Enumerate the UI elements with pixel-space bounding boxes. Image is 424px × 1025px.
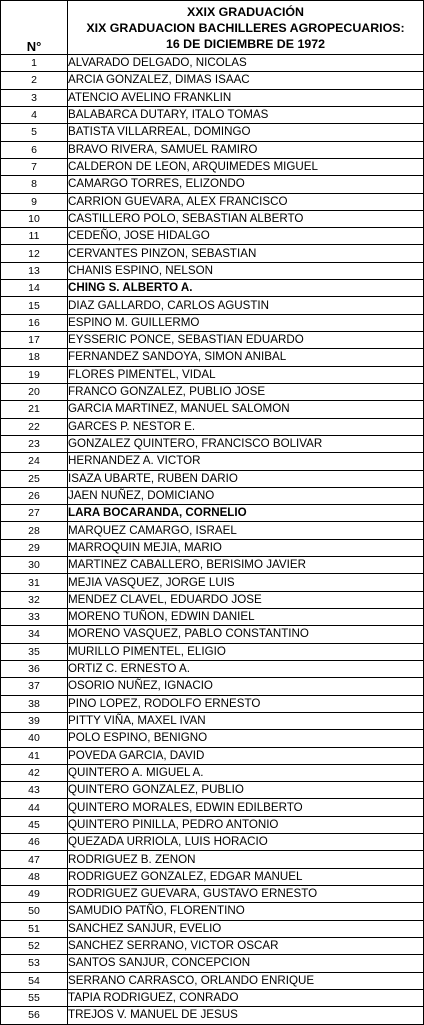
graduate-name: SANTOS SANJUR, CONCEPCION — [68, 955, 424, 972]
graduate-name: MENDEZ CLAVEL, EDUARDO JOSE — [68, 591, 424, 608]
graduate-name: DIAZ GALLARDO, CARLOS AGUSTIN — [68, 297, 424, 314]
graduate-name: LARA BOCARANDA, CORNELIO — [68, 505, 424, 522]
table-row — [1, 280, 424, 297]
table-row — [1, 245, 424, 262]
row-number: 43 — [1, 782, 68, 799]
graduate-name: BRAVO RIVERA, SAMUEL RAMIRO — [68, 141, 424, 158]
table-row — [1, 349, 424, 366]
graduate-name: CHANIS ESPINO, NELSON — [68, 262, 424, 279]
table-row — [1, 72, 424, 89]
row-number: 39 — [1, 712, 68, 729]
graduate-name: MARTINEZ CABALLERO, BERISIMO JAVIER — [68, 557, 424, 574]
row-number: 11 — [1, 228, 68, 245]
table-row — [1, 505, 424, 522]
graduate-name: HERNANDEZ A. VICTOR — [68, 453, 424, 470]
row-number: 7 — [1, 158, 68, 175]
title-line-2: XIX GRADUACION BACHILLERES AGROPECUARIOS: — [86, 20, 405, 35]
row-number: 2 — [1, 72, 68, 89]
row-number: 8 — [1, 176, 68, 193]
graduate-name: ATENCIO AVELINO FRANKLIN — [68, 89, 424, 106]
table-row — [1, 89, 424, 106]
graduation-title — [68, 1, 424, 55]
row-number: 48 — [1, 868, 68, 885]
row-number: 36 — [1, 660, 68, 677]
row-number: 55 — [1, 989, 68, 1006]
row-number: 37 — [1, 678, 68, 695]
table-row — [1, 591, 424, 608]
graduate-name: MEJIA VASQUEZ, JORGE LUIS — [68, 574, 424, 591]
table-row — [1, 989, 424, 1006]
table-row — [1, 158, 424, 175]
graduate-name: SERRANO CARRASCO, ORLANDO ENRIQUE — [68, 972, 424, 989]
graduate-name: OSORIO NUÑEZ, IGNACIO — [68, 678, 424, 695]
row-number: 14 — [1, 280, 68, 297]
graduate-name: ISAZA UBARTE, RUBEN DARIO — [68, 470, 424, 487]
table-row — [1, 609, 424, 626]
row-number: 51 — [1, 920, 68, 937]
graduate-name: PITTY VIÑA, MAXEL IVAN — [68, 712, 424, 729]
row-number: 40 — [1, 730, 68, 747]
graduate-name: BALABARCA DUTARY, ITALO TOMAS — [68, 106, 424, 123]
row-number: 50 — [1, 903, 68, 920]
graduate-name: GONZALEZ QUINTERO, FRANCISCO BOLIVAR — [68, 435, 424, 452]
graduate-name: SAMUDIO PATÑO, FLORENTINO — [68, 903, 424, 920]
row-number: 17 — [1, 332, 68, 349]
graduate-name: RODRIGUEZ GUEVARA, GUSTAVO ERNESTO — [68, 886, 424, 903]
table-row — [1, 574, 424, 591]
graduate-name: ALVARADO DELGADO, NICOLAS — [68, 55, 424, 72]
row-number: 41 — [1, 747, 68, 764]
graduate-name: RODRIGUEZ GONZALEZ, EDGAR MANUEL — [68, 868, 424, 885]
row-number: 25 — [1, 470, 68, 487]
table-row — [1, 124, 424, 141]
row-number: 16 — [1, 314, 68, 331]
graduate-name: TREJOS V. MANUEL DE JESUS — [68, 1007, 424, 1024]
graduate-name: FLORES PIMENTEL, VIDAL — [68, 366, 424, 383]
table-row — [1, 470, 424, 487]
title-line-1: XXIX GRADUACIÓN — [186, 4, 305, 19]
table-row — [1, 141, 424, 158]
graduate-name: MARQUEZ CAMARGO, ISRAEL — [68, 522, 424, 539]
graduate-name: FRANCO GONZALEZ, PUBLIO JOSE — [68, 383, 424, 400]
graduate-name: MORENO TUÑON, EDWIN DANIEL — [68, 609, 424, 626]
table-row — [1, 1007, 424, 1024]
row-number: 44 — [1, 799, 68, 816]
table-row — [1, 453, 424, 470]
row-number: 12 — [1, 245, 68, 262]
graduate-name: MURILLO PIMENTEL, ELIGIO — [68, 643, 424, 660]
graduate-name: SANCHEZ SERRANO, VICTOR OSCAR — [68, 937, 424, 954]
graduate-name: QUINTERO PINILLA, PEDRO ANTONIO — [68, 816, 424, 833]
graduate-name: TAPIA RODRIGUEZ, CONRADO — [68, 989, 424, 1006]
graduate-name: CARRION GUEVARA, ALEX FRANCISCO — [68, 193, 424, 210]
row-number: 22 — [1, 418, 68, 435]
row-number: 18 — [1, 349, 68, 366]
row-number: 10 — [1, 210, 68, 227]
row-number: 34 — [1, 626, 68, 643]
table-row — [1, 314, 424, 331]
row-number: 35 — [1, 643, 68, 660]
table-row — [1, 695, 424, 712]
graduate-name: MORENO VASQUEZ, PABLO CONSTANTINO — [68, 626, 424, 643]
row-number: 38 — [1, 695, 68, 712]
table-row — [1, 366, 424, 383]
table-header-row — [1, 1, 424, 55]
table-row — [1, 418, 424, 435]
graduate-name: QUINTERO GONZALEZ, PUBLIO — [68, 782, 424, 799]
graduate-name: ORTIZ C. ERNESTO A. — [68, 660, 424, 677]
table-row — [1, 332, 424, 349]
table-row — [1, 557, 424, 574]
table-row — [1, 851, 424, 868]
row-number: 30 — [1, 557, 68, 574]
table-row — [1, 539, 424, 556]
table-row — [1, 799, 424, 816]
table-row — [1, 955, 424, 972]
table-row — [1, 937, 424, 954]
table-row — [1, 55, 424, 72]
graduate-name: CERVANTES PINZON, SEBASTIAN — [68, 245, 424, 262]
table-row — [1, 972, 424, 989]
graduate-name: QUINTERO MORALES, EDWIN EDILBERTO — [68, 799, 424, 816]
graduate-name: BATISTA VILLARREAL, DOMINGO — [68, 124, 424, 141]
table-row — [1, 903, 424, 920]
row-number: 23 — [1, 435, 68, 452]
graduate-name: PINO LOPEZ, RODOLFO ERNESTO — [68, 695, 424, 712]
graduate-name: EYSSERIC PONCE, SEBASTIAN EDUARDO — [68, 332, 424, 349]
table-row — [1, 678, 424, 695]
table-row — [1, 643, 424, 660]
graduate-name: GARCIA MARTINEZ, MANUEL SALOMON — [68, 401, 424, 418]
table-row — [1, 210, 424, 227]
row-number: 24 — [1, 453, 68, 470]
row-number: 15 — [1, 297, 68, 314]
row-number: 49 — [1, 886, 68, 903]
graduate-name: CALDERON DE LEON, ARQUIMEDES MIGUEL — [68, 158, 424, 175]
row-number: 42 — [1, 764, 68, 781]
table-row — [1, 660, 424, 677]
table-row — [1, 712, 424, 729]
table-row — [1, 626, 424, 643]
row-number: 54 — [1, 972, 68, 989]
table-row — [1, 106, 424, 123]
table-row — [1, 176, 424, 193]
table-row — [1, 730, 424, 747]
table-row — [1, 193, 424, 210]
row-number: 33 — [1, 609, 68, 626]
row-number: 21 — [1, 401, 68, 418]
title-line-3: 16 DE DICIEMBRE DE 1972 — [165, 36, 326, 51]
row-number: 4 — [1, 106, 68, 123]
row-number: 56 — [1, 1007, 68, 1024]
table-row — [1, 228, 424, 245]
graduate-name: ESPINO M. GUILLERMO — [68, 314, 424, 331]
row-number: 20 — [1, 383, 68, 400]
row-number: 27 — [1, 505, 68, 522]
row-number: 6 — [1, 141, 68, 158]
table-row — [1, 383, 424, 400]
table-row — [1, 764, 424, 781]
graduate-name: QUEZADA URRIOLA, LUIS HORACIO — [68, 834, 424, 851]
row-number: 45 — [1, 816, 68, 833]
table-row — [1, 401, 424, 418]
table-row — [1, 834, 424, 851]
graduate-name: ARCIA GONZALEZ, DIMAS ISAAC — [68, 72, 424, 89]
table-row — [1, 747, 424, 764]
graduate-name: JAEN NUÑEZ, DOMICIANO — [68, 487, 424, 504]
graduates-list — [1, 55, 424, 1025]
row-number: 28 — [1, 522, 68, 539]
table-row — [1, 435, 424, 452]
table-row — [1, 297, 424, 314]
row-number: 1 — [1, 55, 68, 72]
row-number: 9 — [1, 193, 68, 210]
graduate-name: FERNANDEZ SANDOYA, SIMON ANIBAL — [68, 349, 424, 366]
graduate-name: QUINTERO A. MIGUEL A. — [68, 764, 424, 781]
row-number: 46 — [1, 834, 68, 851]
row-number: 5 — [1, 124, 68, 141]
graduate-name: RODRIGUEZ B. ZENON — [68, 851, 424, 868]
row-number: 3 — [1, 89, 68, 106]
graduate-name: CASTILLERO POLO, SEBASTIAN ALBERTO — [68, 210, 424, 227]
graduate-name: POVEDA GARCIA, DAVID — [68, 747, 424, 764]
table-row — [1, 782, 424, 799]
row-number: 47 — [1, 851, 68, 868]
table-row — [1, 816, 424, 833]
table-row — [1, 262, 424, 279]
row-number: 13 — [1, 262, 68, 279]
table-row — [1, 487, 424, 504]
graduate-name: CAMARGO TORRES, ELIZONDO — [68, 176, 424, 193]
table-row — [1, 522, 424, 539]
row-number: 26 — [1, 487, 68, 504]
table-row — [1, 868, 424, 885]
table-row — [1, 920, 424, 937]
number-column-header: N° — [1, 1, 68, 55]
graduate-name: GARCES P. NESTOR E. — [68, 418, 424, 435]
graduate-name: MARROQUIN MEJIA, MARIO — [68, 539, 424, 556]
graduate-name: SANCHEZ SANJUR, EVELIO — [68, 920, 424, 937]
graduate-name: CHING S. ALBERTO A. — [68, 280, 424, 297]
row-number: 29 — [1, 539, 68, 556]
row-number: 52 — [1, 937, 68, 954]
row-number: 19 — [1, 366, 68, 383]
row-number: 53 — [1, 955, 68, 972]
graduate-name: CEDEÑO, JOSE HIDALGO — [68, 228, 424, 245]
row-number: 32 — [1, 591, 68, 608]
row-number: 31 — [1, 574, 68, 591]
graduate-name: POLO ESPINO, BENIGNO — [68, 730, 424, 747]
table-row — [1, 886, 424, 903]
